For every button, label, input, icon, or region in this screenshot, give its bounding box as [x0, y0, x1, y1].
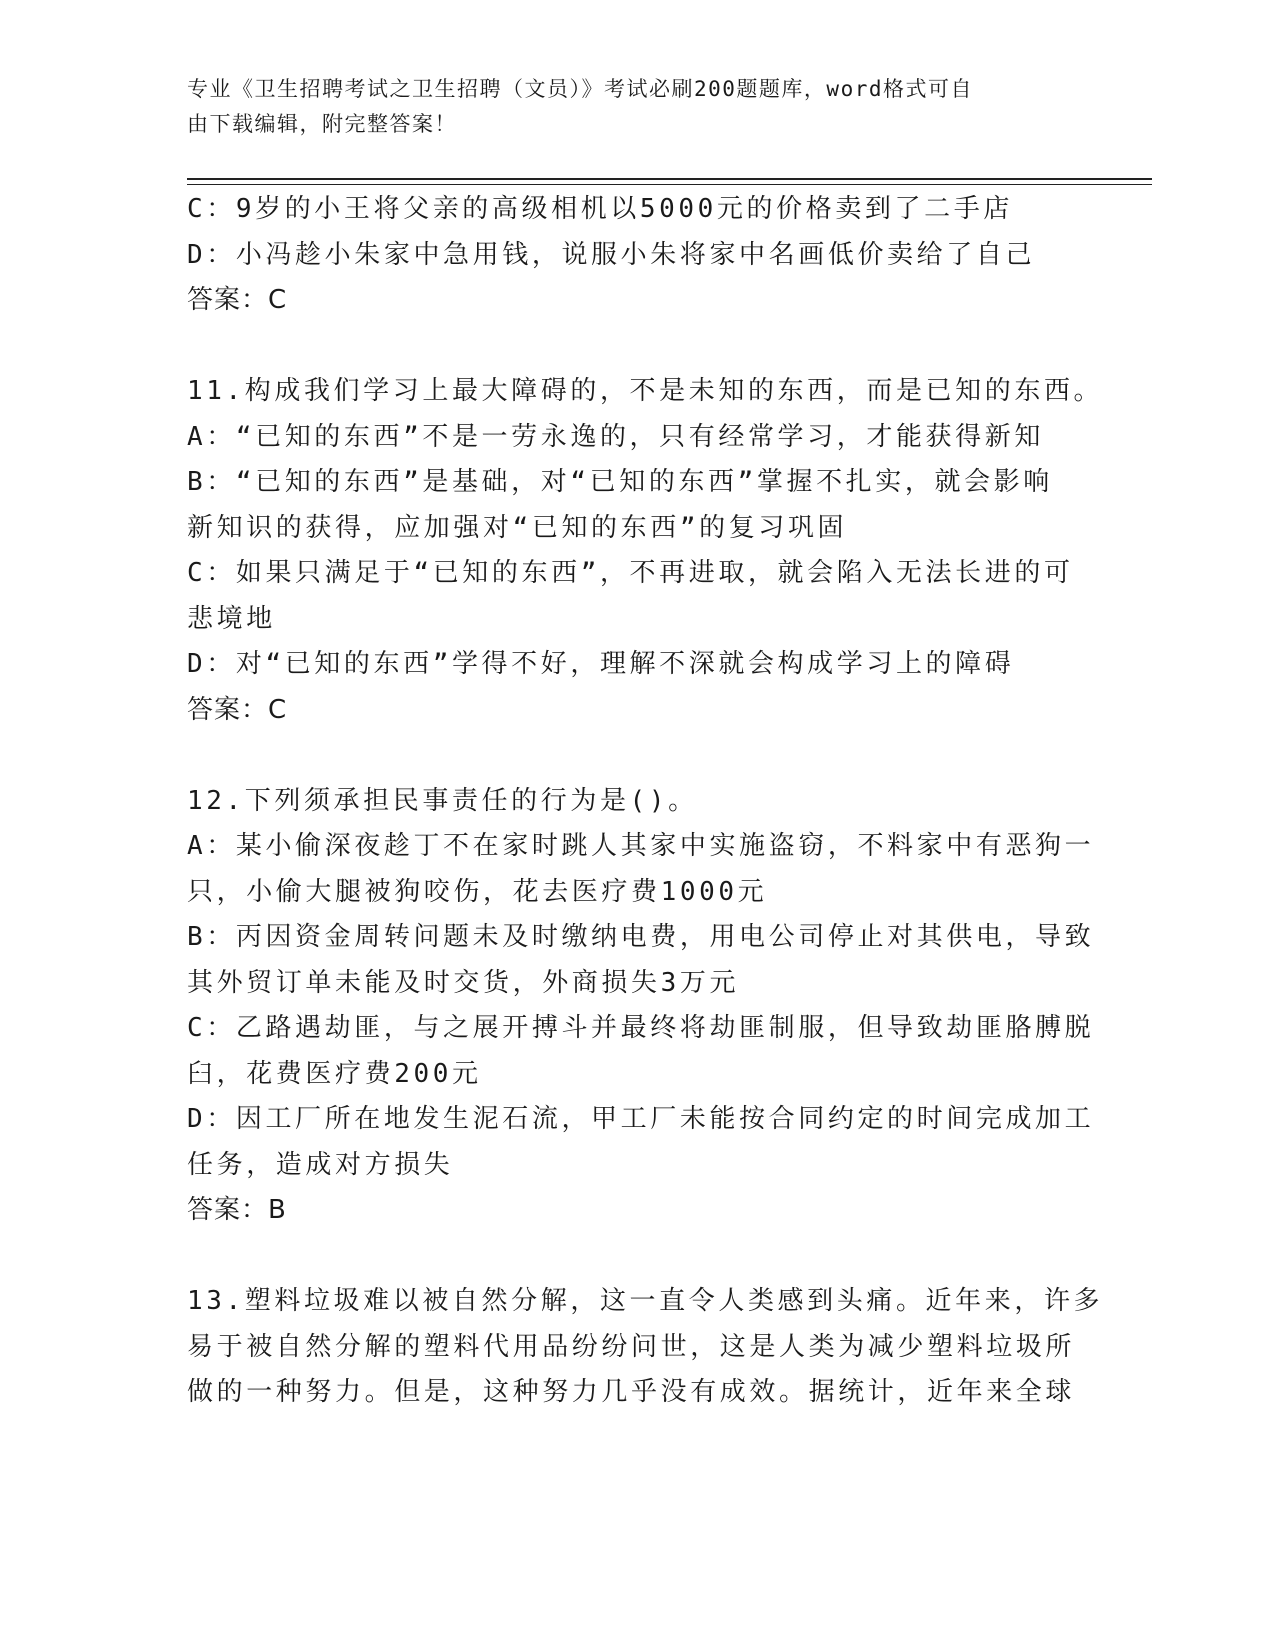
- document-header: [187, 72, 1087, 142]
- option-a: A：“已知的东西”不是一劳永逸的，只有经常学习，才能获得新知: [187, 421, 1044, 452]
- question-stem: 11.构成我们学习上最大障碍的，不是未知的东西，而是已知的东西。: [187, 376, 1104, 406]
- option-c-line-1: C：如果只满足于“已知的东西”，不再进取，就会陷入无法长进的可: [187, 558, 1074, 588]
- spacer: [187, 1234, 1087, 1280]
- header-line-2: 由下载编辑，附完整答案！: [187, 112, 457, 136]
- option-c-line-1: C：乙路遇劫匪，与之展开搏斗并最终将劫匪制服，但导致劫匪胳膊脱: [187, 1013, 1095, 1043]
- option-d: D：对“已知的东西”学得不好，理解不深就会构成学习上的障碍: [187, 649, 1015, 679]
- option-c: C：9岁的小王将父亲的高级相机以5000元的价格卖到了二手店: [187, 194, 1013, 224]
- header-divider-thick: [187, 178, 1152, 180]
- question-stem-line-1: 13.塑料垃圾难以被自然分解，这一直令人类感到头痛。近年来，许多: [187, 1286, 1104, 1316]
- option-b-line-2: 其外贸订单未能及时交货，外商损失3万元: [187, 967, 740, 998]
- header-line-1: 专业《卫生招聘考试之卫生招聘（文员）》考试必刷200题题库，word格式可自: [187, 77, 973, 101]
- option-c-line-2: 臼，花费医疗费200元: [187, 1058, 482, 1089]
- option-d-line-1: D：因工厂所在地发生泥石流，甲工厂未能按合同约定的时间完成加工: [187, 1104, 1095, 1134]
- option-b-line-1: B：“已知的东西”是基础，对“已知的东西”掌握不扎实，就会影响: [187, 467, 1053, 497]
- answer-line: 答案：C: [187, 694, 288, 725]
- question-stem-line-3: 做的一种努力。但是，这种努力几乎没有成效。据统计，近年来全球: [187, 1377, 1076, 1407]
- option-d: D：小冯趁小朱家中急用钱，说服小朱将家中名画低价卖给了自己: [187, 239, 1036, 270]
- option-a-line-1: A：某小偷深夜趁丁不在家时跳人其家中实施盗窃，不料家中有恶狗一: [187, 831, 1095, 861]
- option-d-line-2: 任务，造成对方损失: [187, 1149, 454, 1180]
- question-10-tail: [187, 187, 1087, 324]
- question-12: [187, 779, 1095, 1234]
- header-divider-thin: [187, 184, 1152, 185]
- document-body: [187, 187, 1104, 1416]
- question-stem: 12.下列须承担民事责任的行为是()。: [187, 785, 698, 816]
- question-13: [187, 1279, 1104, 1416]
- option-b-line-2: 新知识的获得，应加强对“已知的东西”的复习巩固: [187, 512, 848, 543]
- spacer: [187, 324, 1087, 370]
- answer-line: 答案：B: [187, 1195, 287, 1225]
- option-c-line-2: 悲境地: [187, 603, 276, 634]
- option-b-line-1: B：丙因资金周转问题未及时缴纳电费，用电公司停止对其供电，导致: [187, 922, 1095, 952]
- question-stem-line-2: 易于被自然分解的塑料代用品纷纷问世，这是人类为减少塑料垃圾所: [187, 1331, 1076, 1362]
- answer-line: 答案：C: [187, 285, 288, 315]
- question-11: [187, 369, 1104, 733]
- spacer: [187, 733, 1087, 779]
- option-a-line-2: 只，小偷大腿被狗咬伤，花去医疗费1000元: [187, 876, 768, 907]
